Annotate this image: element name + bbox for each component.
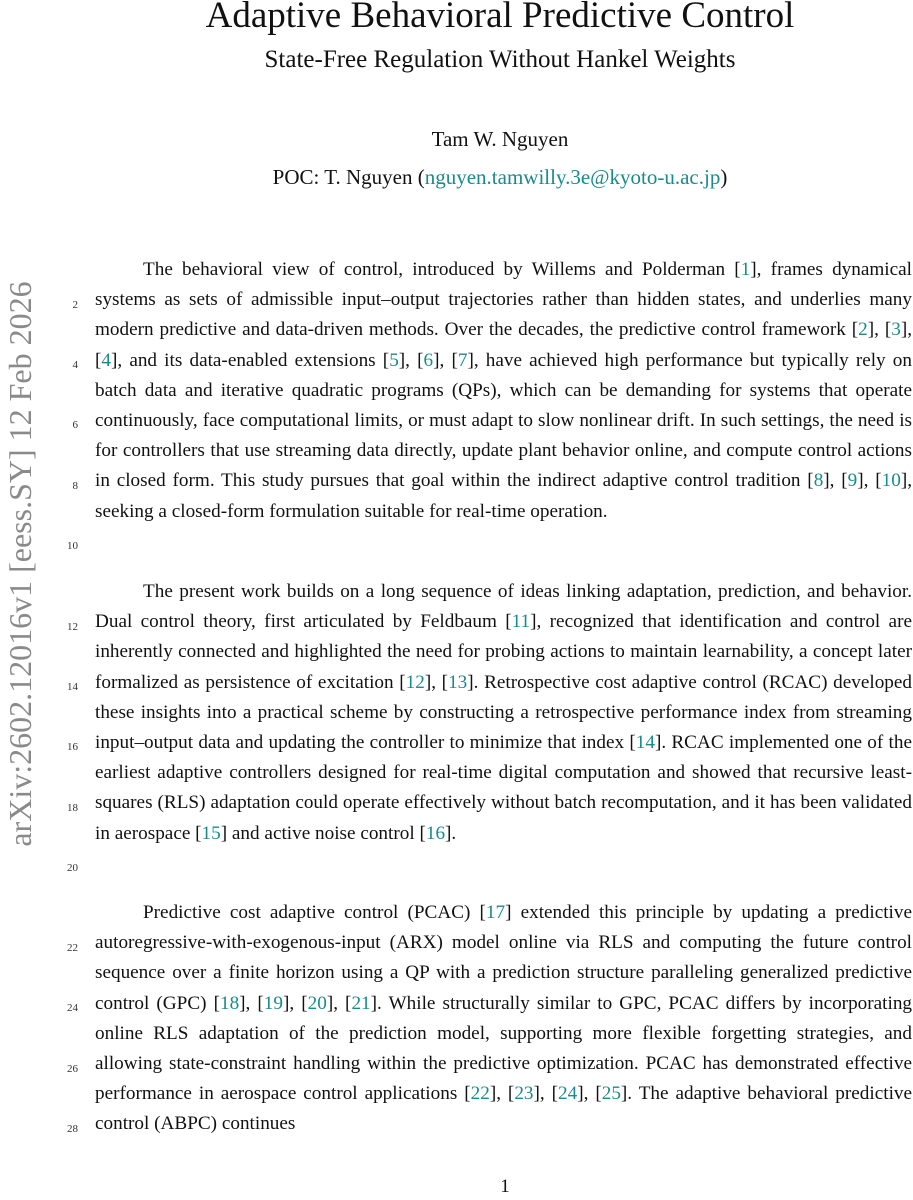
line-number: 22: [67, 942, 78, 954]
paragraph-text: ].: [445, 822, 457, 844]
citation-link[interactable]: 1: [740, 259, 751, 280]
body-paragraph-1: [95, 255, 912, 527]
line-number: 12: [67, 621, 78, 633]
citation-link[interactable]: 15: [201, 822, 221, 844]
line-number: 28: [67, 1123, 78, 1135]
paragraph-text: The present work builds on a long sequence of ideas linking adaptation, prediction, and behavior. Dual control theory, first articulated by Feldbaum [: [95, 581, 912, 633]
paragraph-text: ], recognized that identification and control are inherently connected and highlighted the need for probing actions to maintain learnability, a concept later formalized as persistence of excitation [: [95, 611, 912, 693]
poc-prefix: POC: T. Nguyen (: [272, 165, 425, 189]
line-number: 16: [67, 741, 78, 753]
line-number: 20: [67, 862, 78, 874]
arxiv-sidebar-id: arXiv:2602.12016v1 [eess.SY] 12 Feb 2026: [2, 281, 38, 847]
citation-link[interactable]: 4: [101, 349, 111, 371]
paragraph-text: ], seeking a closed-form formulation suitable for real-time operation.: [95, 470, 913, 522]
citation-link[interactable]: 21: [351, 992, 371, 1014]
citation-link[interactable]: 12: [405, 671, 425, 693]
citation-link[interactable]: 20: [307, 992, 327, 1014]
paper-title: Adaptive Behavioral Predictive Control: [205, 0, 795, 36]
citation-link[interactable]: 24: [558, 1083, 578, 1105]
paragraph-text: ], [: [95, 319, 913, 371]
citation-link[interactable]: 25: [601, 1083, 621, 1105]
line-number: 8: [72, 480, 78, 492]
line-number: 24: [67, 1002, 78, 1014]
paragraph-text: The behavioral view of control, introduced by Willems and Polderman [: [143, 259, 741, 280]
paragraph-text: ], [: [867, 319, 892, 341]
paragraph-text: ], [: [489, 1083, 515, 1105]
paragraph-text: ], [: [577, 1083, 602, 1105]
citation-link[interactable]: 18: [219, 992, 240, 1014]
line-number: 6: [72, 419, 78, 431]
citation-link[interactable]: 11: [511, 611, 531, 633]
citation-link[interactable]: 5: [389, 349, 399, 371]
author-name: Tam W. Nguyen: [431, 127, 569, 151]
line-number: 18: [67, 802, 78, 814]
line-number: 4: [72, 359, 78, 371]
poc-line: [0, 162, 913, 192]
paragraph-text: ], [: [326, 992, 352, 1014]
citation-link[interactable]: 10: [881, 470, 901, 492]
paragraph-text: ]. Retrospective cost adaptive control (RCAC) developed these insights into a practical scheme by constructing a retrospective performance index from streaming input–output data and updating the controller to minimize that index [: [95, 671, 912, 754]
paragraph-text: ], [: [533, 1083, 559, 1105]
page-number: 1: [500, 1176, 510, 1197]
paragraph-text: ], [: [282, 992, 308, 1014]
paragraph-text: ], and its data-enabled extensions [: [110, 349, 390, 371]
paragraph-text: ], [: [424, 671, 449, 693]
line-number: 26: [67, 1063, 78, 1075]
line-number: 14: [67, 681, 78, 693]
paragraph-text: ], frames dynamical systems as sets of admissible input–output trajectories rather than hidden states, and underlies many modern predictive and data-driven methods. Over the decades, the predictive control framework [: [95, 259, 913, 341]
body-paragraph-2: [95, 577, 912, 849]
citation-link[interactable]: 14: [635, 732, 655, 754]
paragraph-text: ], [: [239, 992, 264, 1014]
paragraph-text: ], [: [823, 470, 848, 492]
citation-link[interactable]: 8: [813, 470, 824, 492]
citation-link[interactable]: 19: [263, 992, 283, 1014]
citation-link[interactable]: 7: [457, 349, 468, 371]
poc-suffix: ): [720, 165, 728, 189]
citation-link[interactable]: 16: [425, 822, 446, 844]
paragraph-text: ] and active noise control [: [220, 822, 426, 844]
paragraph-text: ]. While structurally similar to GPC, PCAC differs by incorporating online RLS adaptation of the prediction model, supporting more flexible forgetting strategies, and allowing state-constraint handling within the predictive optimization. PCAC has demonstrated effective performance in aerospace control applications [: [95, 992, 913, 1105]
poc-email-link[interactable]: nguyen.tamwilly.3e@kyoto-u.ac.jp: [424, 165, 721, 189]
line-number: 2: [72, 299, 78, 311]
citation-link[interactable]: 22: [470, 1083, 490, 1105]
line-number: 10: [67, 540, 78, 552]
citation-link[interactable]: 6: [423, 349, 434, 371]
citation-link[interactable]: 17: [485, 902, 506, 923]
citation-link[interactable]: 9: [847, 470, 858, 492]
citation-link[interactable]: 2: [858, 319, 868, 341]
paragraph-text: ], [: [433, 349, 458, 371]
body-paragraph-3: [95, 898, 912, 1140]
citation-link[interactable]: 3: [891, 319, 901, 341]
citation-link[interactable]: 23: [514, 1083, 534, 1105]
paragraph-text: Predictive cost adaptive control (PCAC) [: [143, 902, 486, 923]
paragraph-text: ], have achieved high performance but typically rely on batch data and iterative quadratic programs (QPs), which can be demanding for systems that operate continuously, face computational limits, or must adapt to slow nonlinear drift. In such settings, the need is for controllers that use streaming data directly, update plant behavior online, and compute control actions in closed form. This study pursues that goal within the indirect adaptive control tradition [: [95, 349, 912, 492]
paragraph-text: ] extended this principle by updating a predictive autoregressive-with-exogenous-input (ARX) model online via RLS and computing the future control sequence over a finite horizon using a QP with a prediction structure paralleling generalized predictive control (GPC) [: [95, 902, 912, 1014]
paragraph-text: ]. The adaptive behavioral predictive control (ABPC) continues: [95, 1083, 913, 1135]
citation-link[interactable]: 13: [448, 671, 468, 693]
paragraph-text: ], [: [398, 349, 424, 371]
paragraph-text: ], [: [857, 470, 882, 492]
paper-subtitle: State-Free Regulation Without Hankel Weights: [264, 46, 736, 73]
paragraph-text: ]. RCAC implemented one of the earliest adaptive controllers designed for real-time digital computation and showed that recursive least-squares (RLS) adaptation could operate effectively without batch recomputation, and it has been validated in aerospace [: [95, 732, 912, 844]
